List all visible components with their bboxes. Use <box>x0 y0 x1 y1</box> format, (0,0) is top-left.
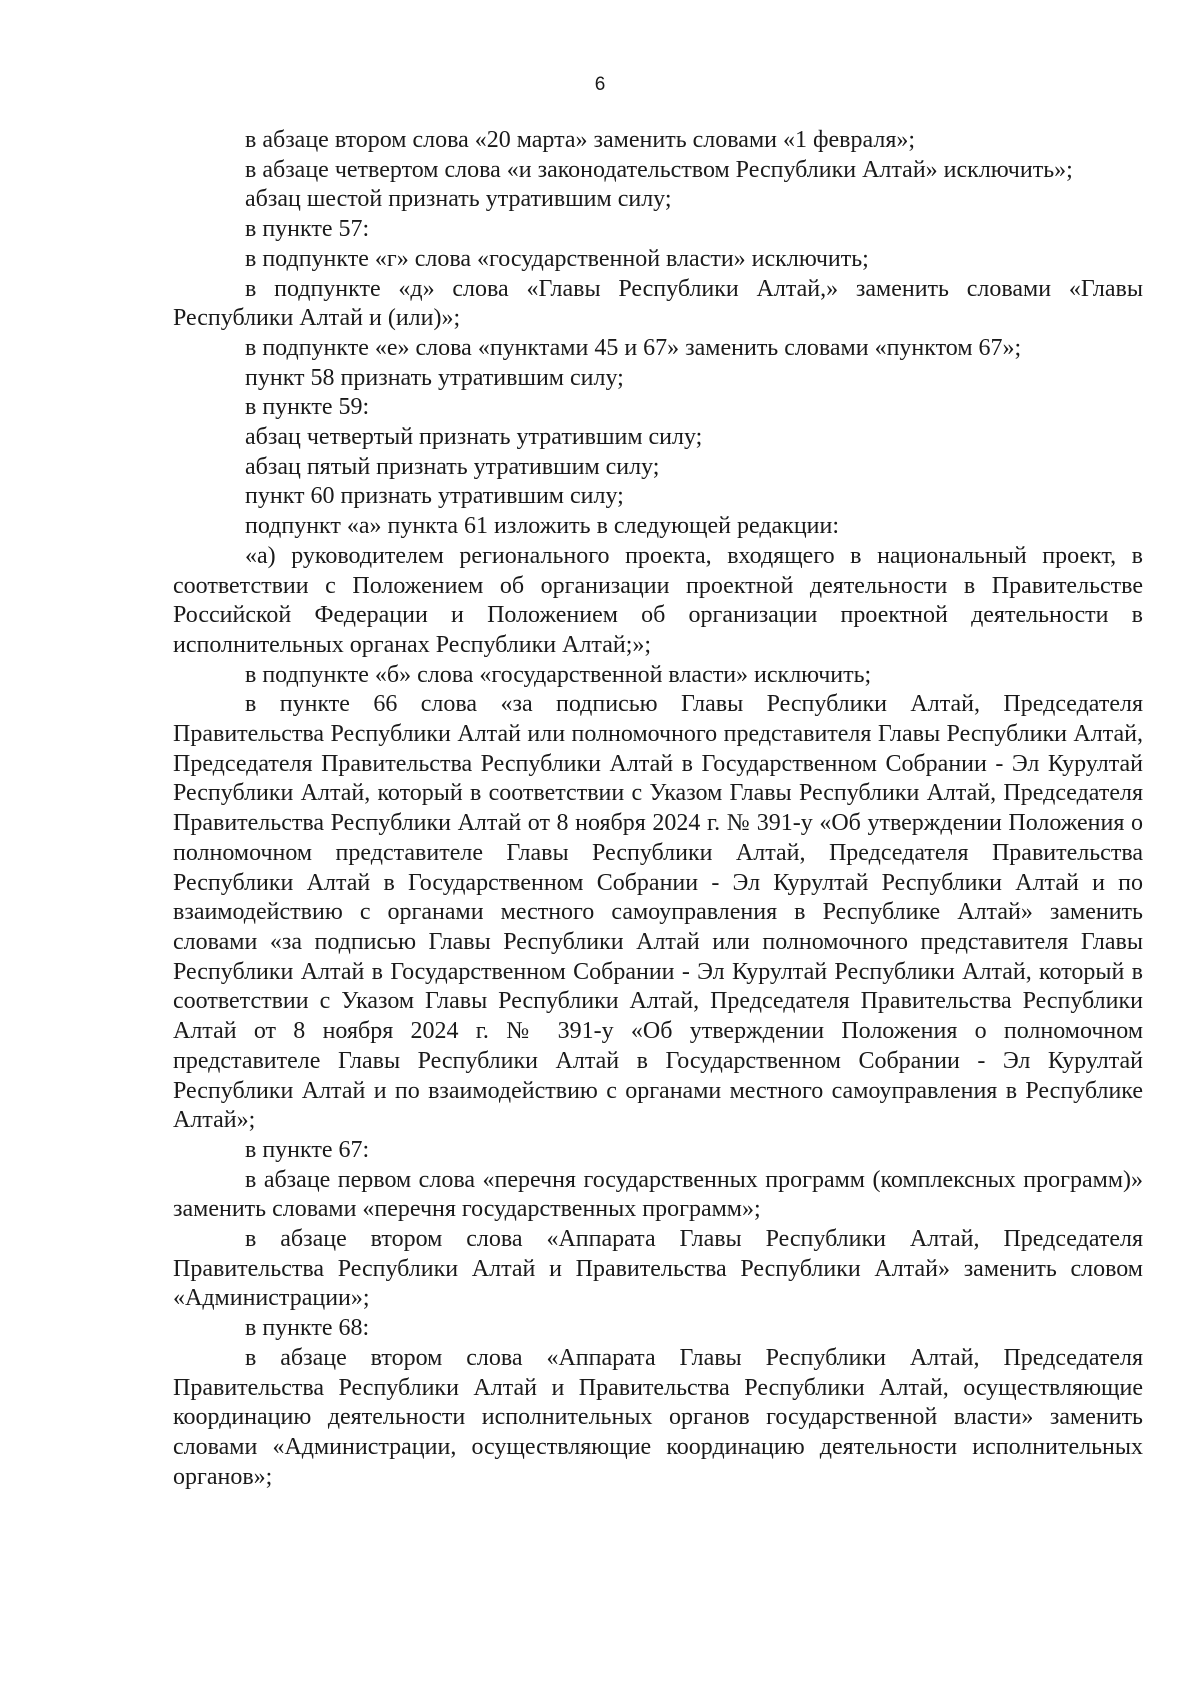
paragraph: в абзаце втором слова «Аппарата Главы Республики Алтай, Председателя Правительства Республики Алтай и Правительства Республики Алтай» заменить словом «Администрации»; <box>173 1226 1143 1312</box>
paragraph: в пункте 66 слова «за подписью Главы Республики Алтай, Председателя Правительства Республики Алтай или полномочного представителя Главы Республики Алтай, Председателя Правительства Республики Алтай в Государственном Собрании - Эл Курултай Республики Алтай, который в соответствии с Указом Главы Республики Алтай, Председателя Правительства Республики Алтай от 8 ноября 2024 г. № 391-у «Об утверждении Положения о полномочном представителе Главы Республики Алтай, Председателя Правительства Республики Алтай в Государственном Собрании - Эл Курултай Республики Алтай и по взаимодействию с органами местного самоуправления в Республике Алтай» заменить словами «за подписью Главы Республики Алтай или полномочного представителя Главы Республики Алтай в Государственном Собрании - Эл Курултай Республики Алтай, который в соответствии с Указом Главы Республики Алтай, Председателя Правительства Республики Алтай от 8 ноября 2024 г. № 391-у «Об утверждении Положения о полномочном представителе Главы Республики Алтай в Государственном Собрании - Эл Курултай Республики Алтай и по взаимодействию с органами местного самоуправления в Республике Алтай»; <box>173 691 1143 1134</box>
paragraph: в подпункте «е» слова «пунктами 45 и 67» заменить словами «пунктом 67»; <box>245 334 1022 361</box>
paragraph: в абзаце втором слова «20 марта» заменить словами «1 февраля»; <box>245 127 916 153</box>
paragraph: в подпункте «д» слова «Главы Республики Алтай,» заменить словами «Главы Республики Алтай и (или)»; <box>173 275 1143 332</box>
paragraph: в абзаце втором слова «Аппарата Главы Республики Алтай, Председателя Правительства Республики Алтай и Правительства Республики Алтай, осуществляющие координацию деятельности исполнительных органов государственной власти» заменить словами «Администрации, осуществляющие координацию деятельности исполнительных органов»; <box>173 1344 1143 1490</box>
paragraph: в подпункте «б» слова «государственной власти» исключить; <box>245 661 872 688</box>
paragraph: в пункте 67: <box>245 1136 370 1163</box>
paragraph: в пункте 68: <box>245 1315 370 1342</box>
paragraph: в пункте 57: <box>245 216 370 243</box>
paragraph: в пункте 59: <box>245 394 370 421</box>
paragraph: в абзаце четвертом слова «и законодательством Республики Алтай» исключить»; <box>245 156 1073 183</box>
paragraph: пункт 60 признать утратившим силу; <box>245 483 624 510</box>
paragraph: абзац пятый признать утратившим силу; <box>245 453 660 480</box>
paragraph: «а) руководителем регионального проекта, входящего в национальный проект, в соответствии с Положением об организации проектной деятельности в Правительстве Российской Федерации и Положением об организации проектной деятельности в исполнительных органах Республики Алтай;»; <box>173 542 1143 658</box>
paragraph: абзац шестой признать утратившим силу; <box>245 186 672 213</box>
paragraph: абзац четвертый признать утратившим силу; <box>245 424 703 451</box>
paragraph: в подпункте «г» слова «государственной власти» исключить; <box>245 245 869 272</box>
paragraph: в абзаце первом слова «перечня государственных программ (комплексных программ)» заменить словами «перечня государственных программ»; <box>173 1166 1143 1223</box>
paragraph: пункт 58 признать утратившим силу; <box>245 364 624 391</box>
page-number: 6 <box>594 74 606 95</box>
document-body <box>173 126 1143 1492</box>
paragraph: подпункт «а» пункта 61 изложить в следующей редакции: <box>245 513 840 540</box>
